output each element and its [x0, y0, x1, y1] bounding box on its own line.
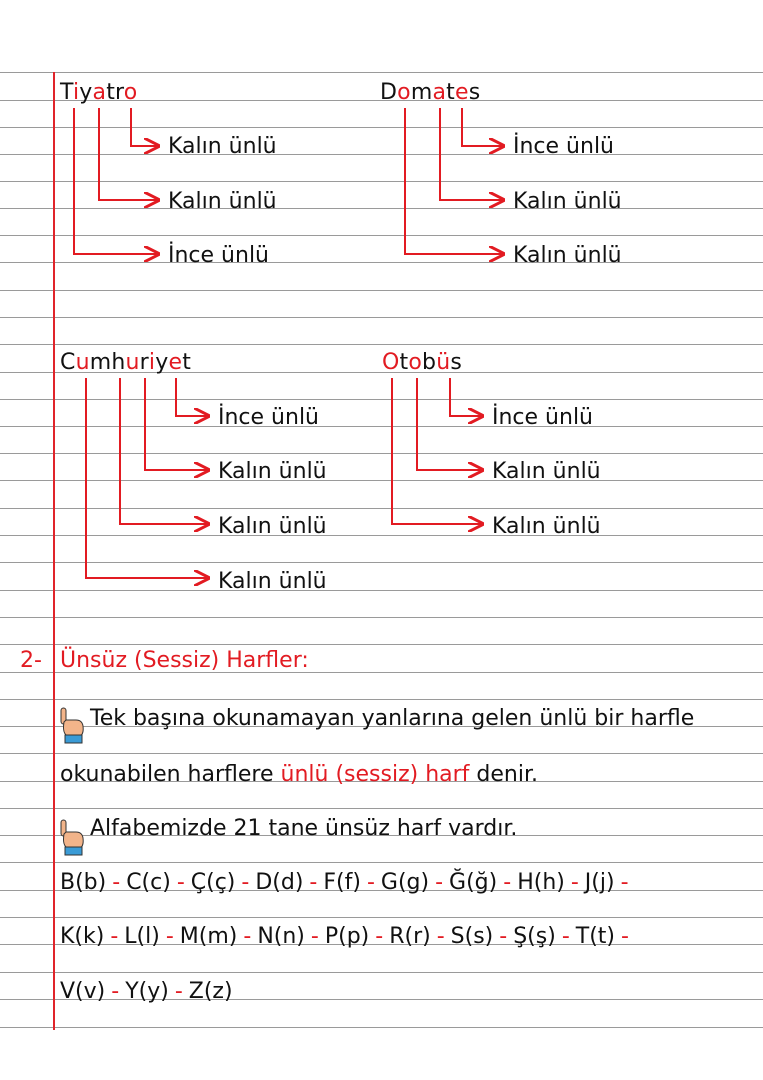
- consonant-pair: Ğ(ğ): [449, 870, 498, 895]
- rule-line: [0, 508, 763, 509]
- letter-separator: -: [174, 979, 183, 1004]
- word-tiyatro: [60, 80, 137, 105]
- letter-row: [60, 870, 635, 895]
- rule-line: [0, 154, 763, 155]
- rule-line: [0, 1027, 763, 1028]
- text: denir.: [469, 762, 538, 787]
- consonant-letter: h: [111, 350, 126, 375]
- vowel-letter: o: [397, 80, 411, 105]
- rule-line: [0, 235, 763, 236]
- vowel-letter: u: [75, 350, 90, 375]
- consonant-pair: B(b): [60, 870, 107, 895]
- consonant-letter: s: [450, 350, 463, 375]
- arrow: [450, 378, 482, 416]
- rule-line: [0, 617, 763, 618]
- vowel-letter: a: [92, 80, 107, 105]
- letter-separator: -: [503, 870, 512, 895]
- rule-line: [0, 127, 763, 128]
- consonant-pair: Ç(ç): [190, 870, 236, 895]
- vowel-letter: i: [148, 350, 156, 375]
- consonant-letter: b: [422, 350, 437, 375]
- rule-line: [0, 972, 763, 973]
- vowel-label: Kalın ünlü: [513, 243, 622, 268]
- consonant-letter: m: [410, 80, 433, 105]
- letter-separator: -: [621, 924, 629, 949]
- arrow: [417, 378, 482, 470]
- word-cumhuriyet: [60, 350, 191, 375]
- letter-separator: -: [110, 924, 119, 949]
- text: okunabilen harflere: [60, 762, 281, 787]
- margin-line: [53, 72, 55, 1030]
- letter-separator: -: [436, 924, 445, 949]
- word-otobus: [382, 350, 462, 375]
- consonant-letter: r: [139, 350, 149, 375]
- paragraph-line: [60, 762, 538, 787]
- vowel-letter: a: [432, 80, 447, 105]
- consonant-pair: Z(z): [188, 979, 233, 1004]
- rule-line: [0, 399, 763, 400]
- consonant-letter: t: [106, 80, 116, 105]
- letter-separator: -: [435, 870, 444, 895]
- letter-separator: -: [309, 870, 318, 895]
- consonant-pair: J(j): [584, 870, 615, 895]
- vowel-label: Kalın ünlü: [218, 514, 327, 539]
- rule-line: [0, 344, 763, 345]
- rule-line: [0, 562, 763, 563]
- vowel-label: Kalın ünlü: [218, 569, 327, 594]
- consonant-pair: N(n): [257, 924, 305, 949]
- letter-separator: -: [570, 870, 579, 895]
- vowel-letter: e: [454, 80, 469, 105]
- vowel-letter: i: [72, 80, 80, 105]
- arrow: [86, 378, 208, 578]
- vowel-letter: o: [408, 350, 423, 375]
- arrow: [145, 378, 208, 470]
- vowel-label: Kalın ünlü: [168, 134, 277, 159]
- rule-line: [0, 72, 763, 73]
- consonant-pair: L(l): [124, 924, 160, 949]
- vowel-label: Kalın ünlü: [492, 514, 601, 539]
- rule-line: [0, 862, 763, 863]
- consonant-letter: C: [60, 350, 76, 375]
- vowel-label: İnce ünlü: [513, 134, 614, 159]
- consonant-pair: C(c): [126, 870, 171, 895]
- letter-separator: -: [176, 870, 185, 895]
- letter-separator: -: [499, 924, 508, 949]
- consonant-pair: F(f): [323, 870, 361, 895]
- consonant-pair: M(m): [179, 924, 238, 949]
- rule-line: [0, 262, 763, 263]
- letter-row: [60, 979, 233, 1004]
- rule-line: [0, 535, 763, 536]
- word-domates: [380, 80, 480, 105]
- section-number: 2-: [20, 648, 42, 673]
- rule-line: [0, 453, 763, 454]
- consonant-pair: G(g): [380, 870, 430, 895]
- rule-line: [0, 181, 763, 182]
- consonant-letter: m: [89, 350, 112, 375]
- vowel-label: Kalın ünlü: [168, 189, 277, 214]
- consonant-letter: D: [380, 80, 398, 105]
- vowel-label: İnce ünlü: [492, 405, 593, 430]
- consonant-pair: Y(y): [125, 979, 169, 1004]
- pointing-hand-icon: [58, 700, 86, 744]
- rule-line: [0, 290, 763, 291]
- rule-line: [0, 317, 763, 318]
- consonant-pair: P(p): [324, 924, 370, 949]
- highlight-text: ünlü (sessiz) harf: [280, 762, 470, 787]
- letter-separator: -: [243, 924, 252, 949]
- letter-separator: -: [561, 924, 570, 949]
- letter-separator: -: [241, 870, 250, 895]
- consonant-pair: T(t): [575, 924, 615, 949]
- consonant-pair: D(d): [255, 870, 304, 895]
- vowel-letter: e: [168, 350, 183, 375]
- letter-separator: -: [620, 870, 629, 895]
- rule-line: [0, 480, 763, 481]
- consonant-letter: y: [155, 350, 169, 375]
- paragraph-line: Alfabemizde 21 tane ünsüz harf vardır.: [90, 816, 518, 841]
- consonant-letter: y: [79, 80, 93, 105]
- vowel-letter: ü: [436, 350, 451, 375]
- vowel-letter: O: [382, 350, 400, 375]
- letter-separator: -: [111, 979, 120, 1004]
- letter-separator: -: [165, 924, 174, 949]
- vowel-label: İnce ünlü: [168, 243, 269, 268]
- vowel-letter: o: [123, 80, 138, 105]
- vowel-label: Kalın ünlü: [513, 189, 622, 214]
- vowel-label: İnce ünlü: [218, 405, 319, 430]
- paragraph-line: Tek başına okunamayan yanlarına gelen ünlü bir harfle: [90, 706, 695, 731]
- arrow: [176, 378, 208, 416]
- rule-line: [0, 590, 763, 591]
- consonant-pair: S(s): [450, 924, 494, 949]
- rule-line: [0, 808, 763, 809]
- consonant-letter: t: [182, 350, 192, 375]
- consonant-letter: t: [446, 80, 455, 105]
- rule-line: [0, 426, 763, 427]
- rule-line: [0, 753, 763, 754]
- pointing-hand-icon: [58, 812, 86, 856]
- consonant-pair: Ş(ş): [513, 924, 556, 949]
- rule-line: [0, 699, 763, 700]
- vowel-letter: u: [125, 350, 140, 375]
- consonant-pair: H(h): [517, 870, 565, 895]
- letter-separator: -: [375, 924, 384, 949]
- consonant-pair: V(v): [60, 979, 106, 1004]
- vowel-label: Kalın ünlü: [492, 459, 601, 484]
- consonant-letter: t: [399, 350, 409, 375]
- consonant-letter: T: [60, 80, 73, 105]
- rule-line: [0, 644, 763, 645]
- consonant-letter: s: [468, 80, 481, 105]
- rule-line: [0, 917, 763, 918]
- consonant-pair: K(k): [60, 924, 105, 949]
- consonant-pair: R(r): [389, 924, 431, 949]
- consonant-letter: r: [115, 80, 124, 105]
- section-title: Ünsüz (Sessiz) Harfler:: [60, 648, 309, 673]
- letter-row: [60, 924, 635, 949]
- letter-separator: -: [310, 924, 319, 949]
- vowel-label: Kalın ünlü: [218, 459, 327, 484]
- letter-separator: -: [112, 870, 121, 895]
- letter-separator: -: [366, 870, 375, 895]
- rule-line: [0, 208, 763, 209]
